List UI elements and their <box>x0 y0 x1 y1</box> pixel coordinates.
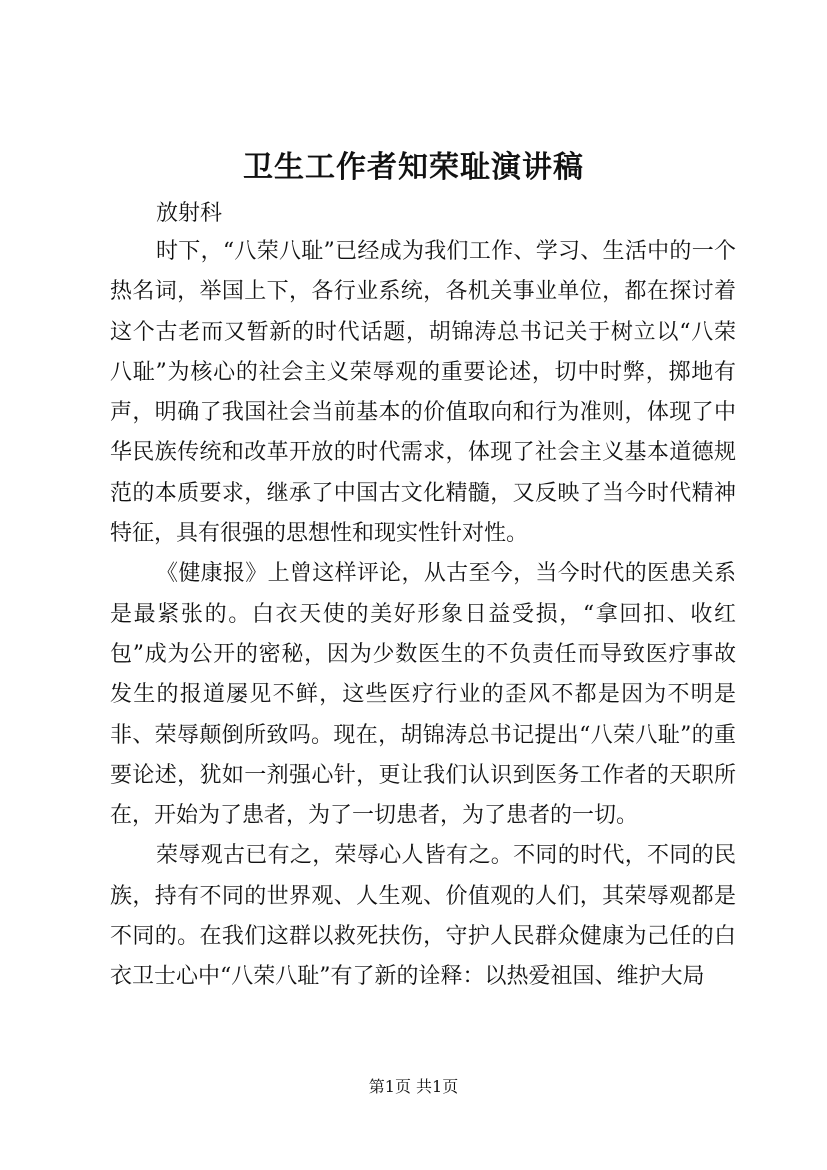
paragraph-3: 荣辱观古已有之，荣辱心人皆有之。不同的时代，不同的民族，持有不同的世界观、人生观、价值观的人们，其荣辱观都是不同的。在我们这群以救死扶伤，守护人民群众健康为己任的白衣卫士心中“八荣八耻”有了新的诠释：以热爱祖国、维护大局 <box>110 843 736 990</box>
document-title: 卫生工作者知荣耻演讲稿 <box>243 150 584 185</box>
document-body <box>110 232 736 998</box>
paragraph-2: 《健康报》上曾这样评论，从古至今，当今时代的医患关系是最紧张的。白衣天使的美好形象日益受损，“拿回扣、收红包”成为公开的密秘，因为少数医生的不负责任而导致医疗事故发生的报道屡见不鲜，这些医疗行业的歪风不都是因为不明是非、荣辱颠倒所致吗。现在，胡锦涛总书记提出“八荣八耻”的重要论述，犹如一剂强心针，更让我们认识到医务工作者的天职所在，开始为了患者，为了一切患者，为了患者的一切。 <box>110 561 736 829</box>
document-author: 放射科 <box>156 201 223 226</box>
page-footer: 第1页 共1页 <box>368 1077 459 1096</box>
paragraph-1: 时下，“八荣八耻”已经成为我们工作、学习、生活中的一个热名词，举国上下，各行业系统，各机关事业单位，都在探讨着这个古老而又暂新的时代话题，胡锦涛总书记关于树立以“八荣八耻”为核心的社会主义荣辱观的重要论述，切中时弊，掷地有声，明确了我国社会当前基本的价值取向和行为准则，体现了中华民族传统和改革开放的时代需求，体现了社会主义基本道德规范的本质要求，继承了中国古文化精髓，又反映了当今时代精神特征，具有很强的思想性和现实性针对性。 <box>110 239 736 547</box>
